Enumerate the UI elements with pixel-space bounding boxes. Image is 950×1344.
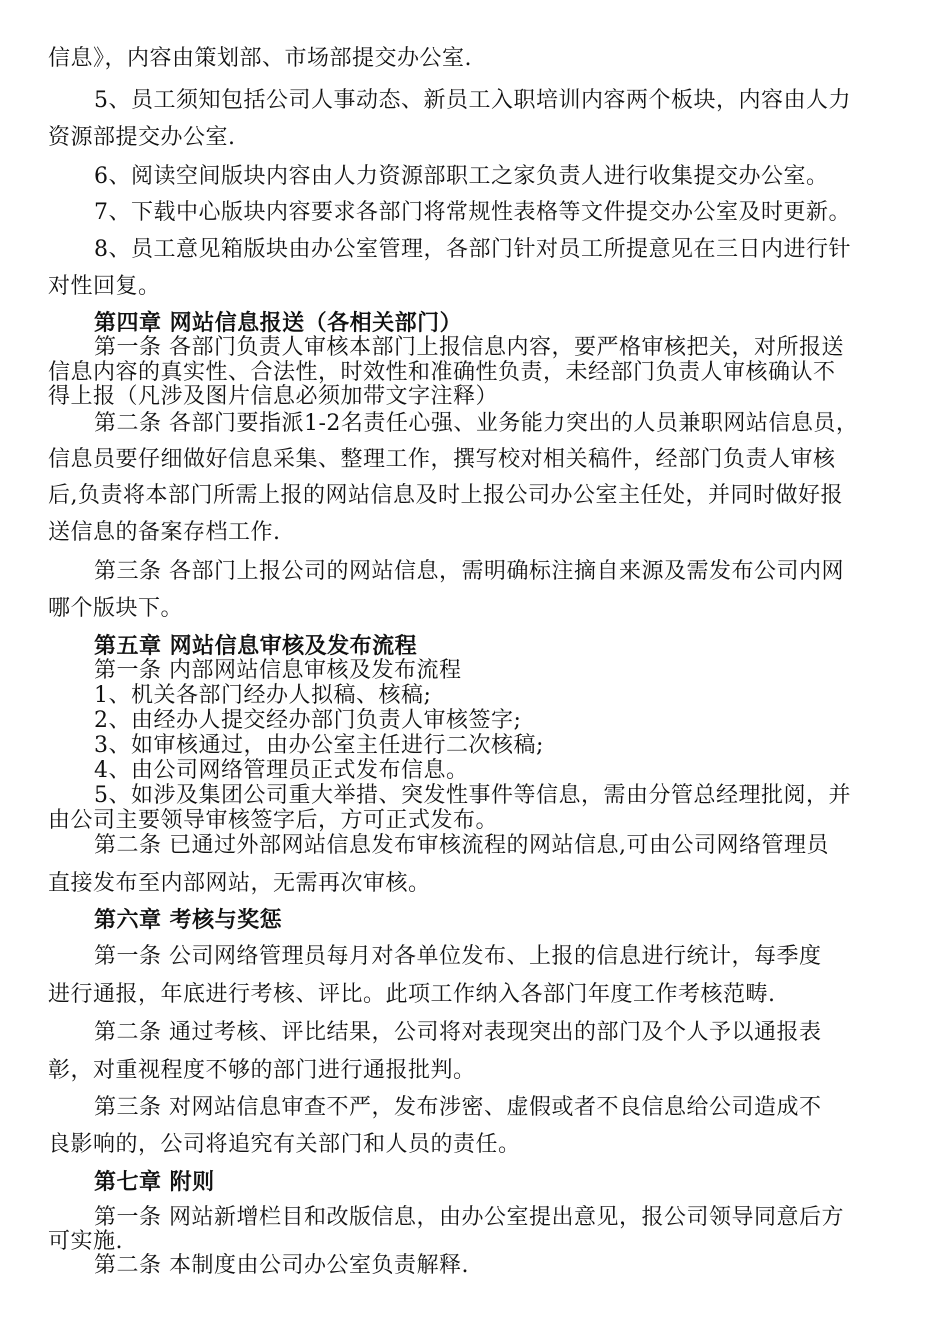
chapter-heading: 第五章 网站信息审核及发布流程: [94, 633, 418, 659]
text-line: 8、员工意见箱版块由办公室管理，各部门针对员工所提意见在三日内进行针: [94, 237, 851, 262]
text-line: 第二条 各部门要指派1-2名责任心强、业务能力突出的人员兼职网站信息员，: [94, 411, 859, 436]
text-line: 第一条 公司网络管理员每月对各单位发布、上报的信息进行统计，每季度: [94, 944, 822, 969]
text-line: 送信息的备案存档工作.: [48, 520, 281, 545]
text-line: 直接发布至内部网站，无需再次审核。: [48, 871, 431, 896]
text-line: 3、如审核通过，由办公室主任进行二次核稿;: [94, 733, 544, 758]
text-line: 第一条 内部网站信息审核及发布流程: [94, 658, 462, 683]
text-line: 4、由公司网络管理员正式发布信息。: [94, 758, 469, 783]
text-line: 6、阅读空间版块内容由人力资源部职工之家负责人进行收集提交办公室。: [94, 164, 829, 189]
text-line: 后,负责将本部门所需上报的网站信息及时上报公司办公室主任处，并同时做好报: [48, 483, 843, 508]
chapter-heading: 第七章 附则: [94, 1169, 215, 1195]
text-line: 5、员工须知包括公司人事动态、新员工入职培训内容两个板块，内容由人力: [94, 88, 851, 113]
text-line: 第三条 对网站信息审查不严，发布涉密、虚假或者不良信息给公司造成不: [94, 1095, 822, 1120]
text-line: 第二条 通过考核、评比结果，公司将对表现突出的部门及个人予以通报表: [94, 1020, 822, 1045]
text-line: 彰，对重视程度不够的部门进行通报批判。: [48, 1058, 476, 1083]
text-line: 可实施.: [48, 1229, 123, 1254]
text-line: 1、机关各部门经办人拟稿、核稿;: [94, 683, 432, 708]
text-line: 良影响的，公司将追究有关部门和人员的责任。: [48, 1132, 521, 1157]
text-line: 第三条 各部门上报公司的网站信息，需明确标注摘自来源及需发布公司内网: [94, 559, 844, 584]
text-line: 对性回复。: [48, 274, 161, 299]
text-line: 哪个版块下。: [48, 596, 184, 621]
text-line: 7、下载中心版块内容要求各部门将常规性表格等文件提交办公室及时更新。: [94, 200, 851, 225]
chapter-heading: 第四章 网站信息报送（各相关部门）: [94, 310, 463, 336]
text-line: 由公司主要领导审核签字后，方可正式发布。: [48, 808, 499, 833]
chapter-heading: 第六章 考核与奖惩: [94, 907, 283, 933]
text-line: 第一条 网站新增栏目和改版信息，由办公室提出意见，报公司领导同意后方: [94, 1205, 844, 1230]
text-line: 得上报（凡涉及图片信息必须加带文字注释）: [48, 384, 499, 409]
text-line: 资源部提交办公室.: [48, 125, 236, 150]
text-line: 第一条 各部门负责人审核本部门上报信息内容，要严格审核把关，对所报送: [94, 335, 844, 360]
text-line: 信息员要仔细做好信息采集、整理工作，撰写校对相关稿件，经部门负责人审核: [48, 447, 836, 472]
text-line: 信息》，内容由策划部、市场部提交办公室.: [48, 46, 472, 71]
text-line: 第二条 本制度由公司办公室负责解释.: [94, 1253, 469, 1278]
text-line: 2、由经办人提交经办部门负责人审核签字;: [94, 708, 522, 733]
text-line: 进行通报，年底进行考核、评比。此项工作纳入各部门年度工作考核范畴.: [48, 982, 776, 1007]
text-line: 第二条 已通过外部网站信息发布审核流程的网站信息,可由公司网络管理员: [94, 833, 829, 858]
text-line: 5、如涉及集团公司重大举措、突发性事件等信息，需由分管总经理批阅，并: [94, 783, 851, 808]
text-line: 信息内容的真实性、合法性，时效性和准确性负责，未经部门负责人审核确认不: [48, 360, 836, 385]
